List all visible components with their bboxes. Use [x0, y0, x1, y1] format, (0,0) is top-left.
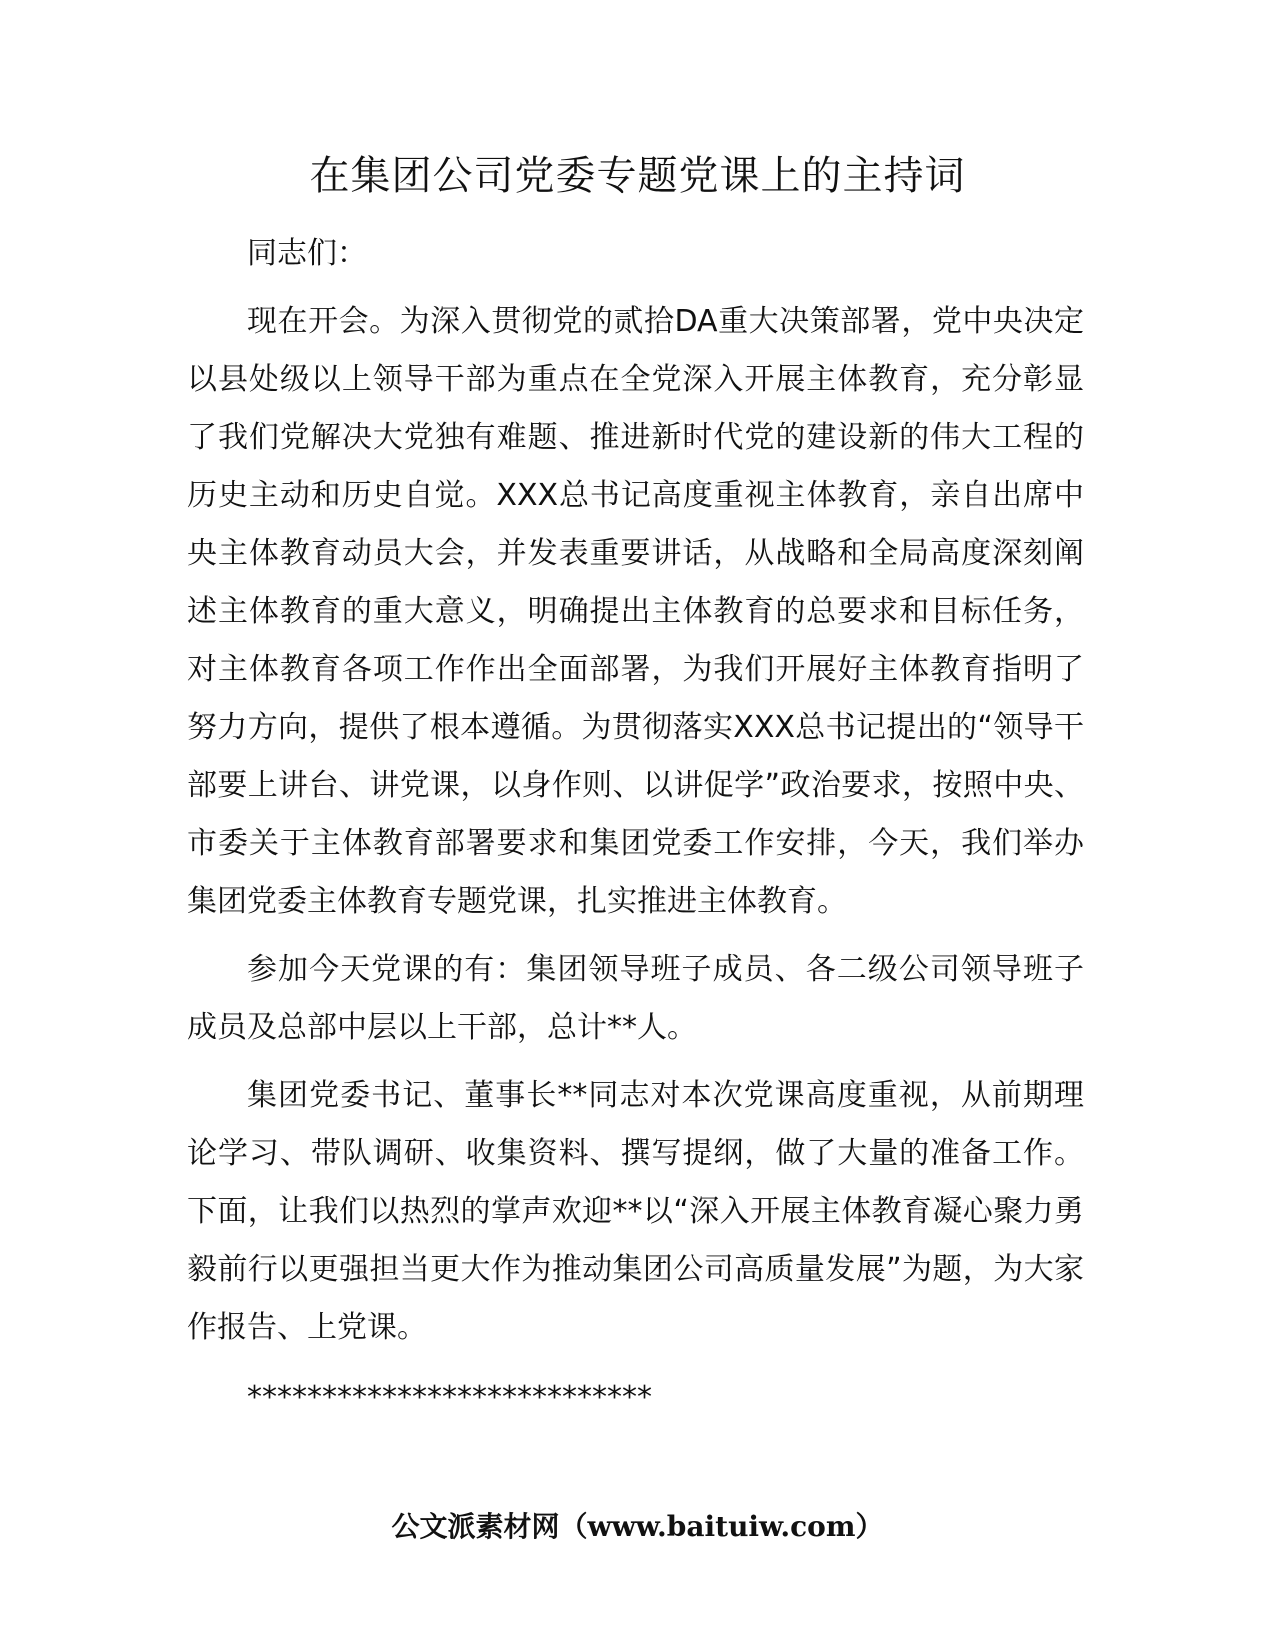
document-title: 在集团公司党委专题党课上的主持词 — [309, 153, 966, 199]
separator-line: *************************** — [247, 1380, 652, 1415]
greeting-line: 同志们： — [247, 236, 367, 271]
document-body — [187, 225, 1084, 1427]
paragraph-introduction: 集团党委书记、董事长**同志对本次党课高度重视，从前期理论学习、带队调研、收集资料、撰写提纲，做了大量的准备工作。下面，让我们以热烈的掌声欢迎**以“深入开展主体教育凝心聚力勇毅前行以更强担当更大作为推动集团公司高质量发展”为题，为大家作报告、上党课。 — [187, 1078, 1084, 1345]
footer-watermark: 公文派素材网（www.baituiw.com） — [391, 1510, 884, 1543]
paragraph-attendees: 参加今天党课的有：集团领导班子成员、各二级公司领导班子成员及总部中层以上干部，总计**人。 — [187, 952, 1084, 1045]
paragraph-opening: 现在开会。为深入贯彻党的贰拾DA重大决策部署，党中央决定以县处级以上领导干部为重点在全党深入开展主体教育，充分彰显了我们党解决大党独有难题、推进新时代党的建设新的伟大工程的历史主动和历史自觉。XXX总书记高度重视主体教育，亲自出席中央主体教育动员大会，并发表重要讲话，从战略和全局高度深刻阐述主体教育的重大意义，明确提出主体教育的总要求和目标任务，对主体教育各项工作作出全面部署，为我们开展好主体教育指明了努力方向，提供了根本遵循。为贯彻落实XXX总书记提出的“领导干部要上讲台、讲党课，以身作则、以讲促学”政治要求，按照中央、市委关于主体教育部署要求和集团党委工作安排，今天，我们举办集团党委主体教育专题党课，扎实推进主体教育。 — [187, 304, 1084, 919]
